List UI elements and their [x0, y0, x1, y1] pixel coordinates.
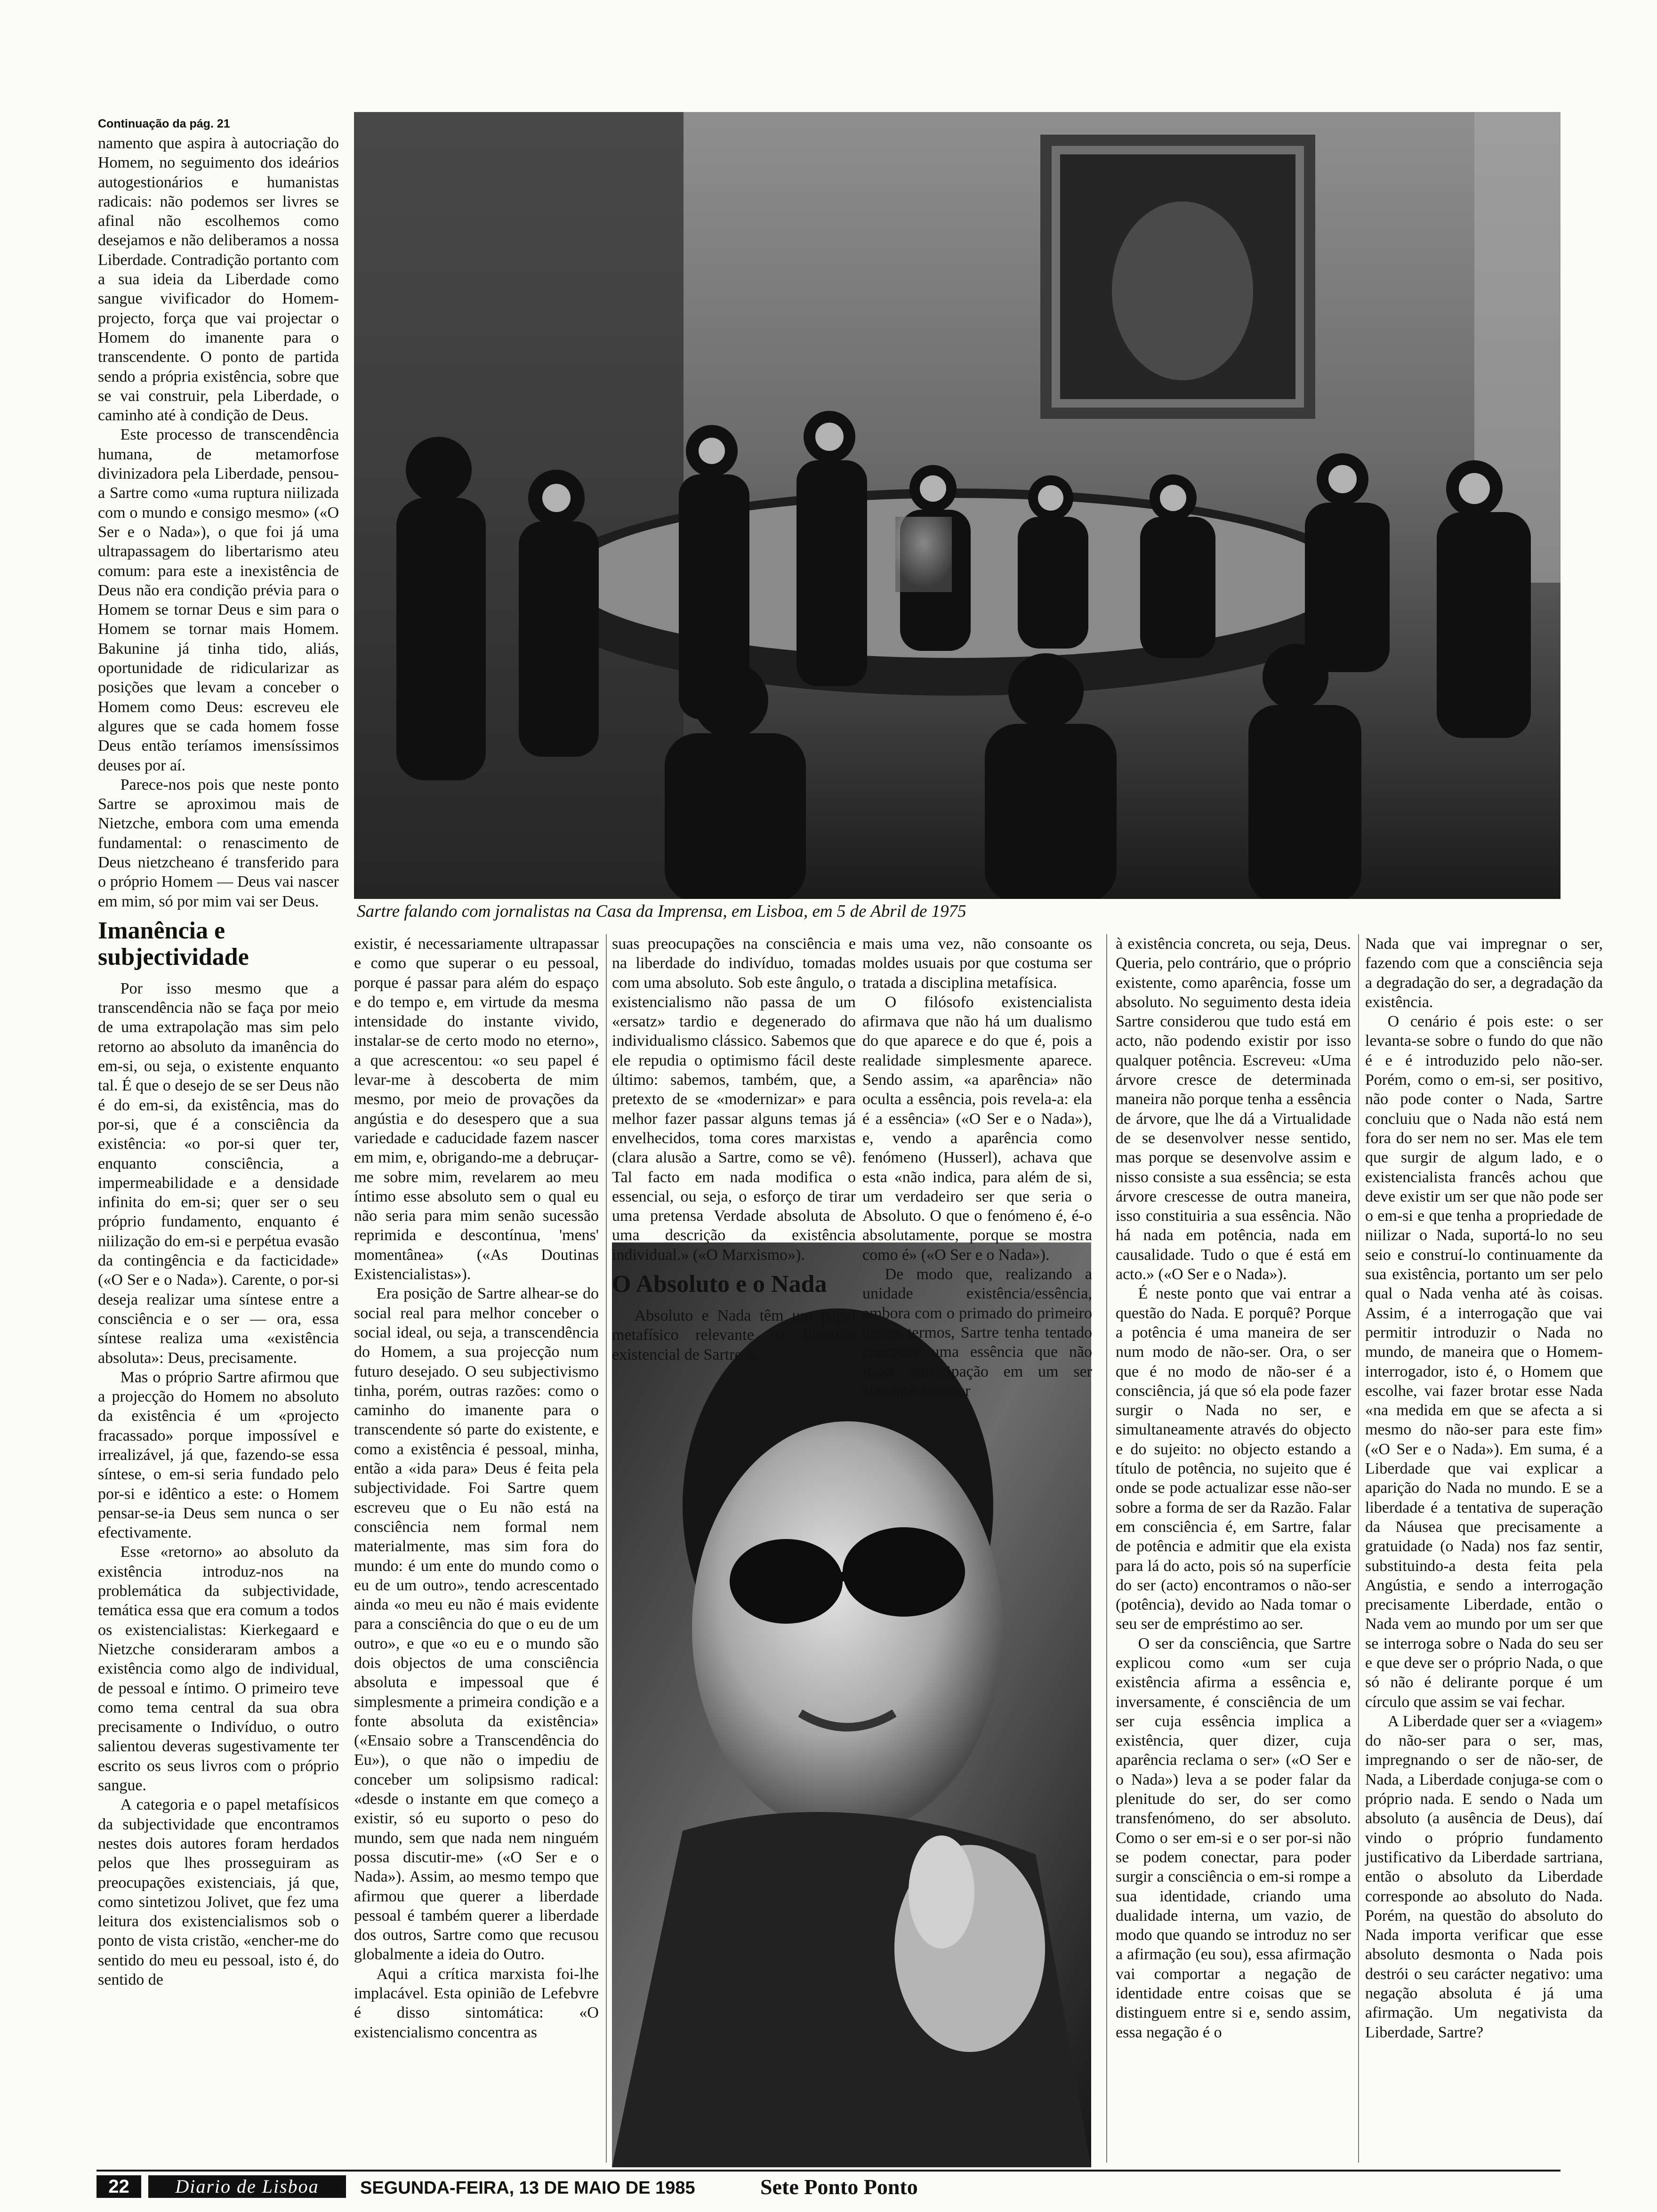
- issue-date: SEGUNDA-FEIRA, 13 DE MAIO DE 1985: [360, 2178, 695, 2198]
- paragraph: Nada que vai impregnar o ser, fazendo com que a consciência seja a degradação do ser, a degradação da existência.: [1365, 935, 1603, 1011]
- paragraph: Aqui a crítica marxista foi-lhe implacável. Esta opinião de Lefebvre é disso sintomática: «O existencialismo concentra as: [354, 1965, 599, 2041]
- photo-caption: Sartre falando com jornalistas na Casa da Imprensa, em Lisboa, em 5 de Abril de 1975: [357, 902, 966, 921]
- paragraph: O ser da consciência, que Sartre explicou como «um ser cuja existência afirma a essência e, inversamente, é consciência de um ser cuja essência implica a existência, quer dizer, cuja aparência reclama o ser» («O Ser e o Nada») leva a se poder falar da plenitude do ser, do ser como transfenómeno, do ser absoluto. Como o ser em-si e o ser por-si não se podem conectar, para poder surgir a consciência o em-si rompe a sua identidade, criando uma dualidade interna, um vazio, de modo que quando se introduz no ser a afirmação (eu sou), essa afirmação vai comportar a negação de identidade entre coisas que se distinguem entre si e, sendo assim, essa negação é o: [1116, 1635, 1351, 2041]
- page-number: 22: [97, 2175, 141, 2198]
- article-column-5: [1116, 934, 1351, 2042]
- paragraph: Esse «retorno» ao absoluto da existência introduz-nos na problemática da subjectividade, temática essa que era comum a todos os existencialistas: Kierkegaard e Nietzche consideraram ambos a existência como algo de individual, de pessoal e íntimo. O primeiro teve como tema central da sua obra precisamente o Indivíduo, o outro salientou deveras sugestivamente ter escrito os seus livros com o próprio sangue.: [98, 1543, 339, 1795]
- paragraph: suas preocupações na consciência e na liberdade do indivíduo, tomadas com uma absoluto. Sob este ângulo, o existencialismo não passa de um «ersatz» tardio e degenerado do individualismo clássico. Sabemos que ele repudia o optimismo fácil deste último: sabemos, também, que, a pretexto de se «modernizar» e para melhor fazer passar alguns temas já envelhecidos, toma cores marxistas (clara alusão a Sartre, como se vê). Tal facto em nada modifica o essencial, ou seja, o esforço de tirar uma pretensa Verdade absoluta de uma descrição da existência individual.» («O Marxismo»).: [612, 935, 856, 1264]
- paragraph: Era posição de Sartre alhear-se do social real para melhor conceber o social ideal, ou seja, a transcendência do Homem, a sua projecção num futuro desejado. O seu subjectivismo tinha, porém, outras razões: como o caminho do imanente para o transcendente só parte do existente, e como a existência é pessoal, minha, então a «ida para» Deus é feita pela subjectividade. Foi Sartre quem escreveu que o Eu não está na consciência nem formal nem materialmente, mas sim fora do mundo: é um ente do mundo como o eu de um outro», tendo acrescentado ainda «o meu eu não é mais evidente para a consciência do que o eu de um outro», e que «o eu e o mundo são dois objectos de uma consciência absoluta e impessoal que é simplesmente a primeira condição e a fonte absoluta da existência» («Ensaio sobre a Transcendência do Eu»), o que não o impediu de conceber um solipsismo radical: «desde o instante em que começo a existir, só eu suporto o peso do mundo, sem que nada nem ninguém possa discutir-me» («O Ser e o Nada»). Assim, ao mesmo tempo que afirmou que querer a liberdade pessoal é também querer a liberdade dos outros, Sartre como que recusou globalmente a ideia do Outro.: [354, 1285, 599, 1964]
- paragraph: O filósofo existencialista afirmava que não há um dualismo do que aparece e do que é, pois a realidade simplesmente aparece. Sendo assim, «a aparência» não oculta a essência, pois revela-a: ela é a essência» («O Ser e o Nada»), e, vendo a aparência como fenómeno (Husserl), achava que esta «não indica, para além de si, um verdadeiro ser que seria o Absoluto. O que o fenómeno é, é-o absolutamente, porque se mostra como é» («O Ser e o Nada»).: [862, 993, 1092, 1264]
- press-conference-photo-drawing: [354, 112, 1560, 899]
- article-column-4: [862, 934, 1092, 1401]
- paragraph: É neste ponto que vai entrar a questão do Nada. E porquê? Porque a potência é uma maneira de ser num modo de não-ser. Ora, o ser que é no modo de não-ser é a consciência, já que só ela pode fazer surgir o Nada no ser, e simultaneamente através do objecto e do sujeito: no objecto estando a título de potência, no sujeito que é onde se pode actualizar esse não-ser sobre a forma de ser da Razão. Falar em consciência é, em Sartre, falar de potência e admitir que ela exista para lá do acto, pois só na superfície do ser (acto) encontramos o não-ser (potência), devido ao Nada tomar o seu ser de empréstimo ao ser.: [1116, 1285, 1351, 1633]
- continuation-note: Continuação da pág. 21: [98, 117, 230, 130]
- footer-rule: [97, 2170, 1560, 2172]
- article-column-3: [612, 934, 856, 1364]
- section-name: Sete Ponto Ponto: [760, 2175, 918, 2199]
- article-column-6: [1365, 934, 1603, 2042]
- newspaper-masthead: Diario de Lisboa: [148, 2175, 346, 2198]
- paragraph: Parece-nos pois que neste ponto Sartre se aproximou mais de Nietzche, embora com uma emenda fundamental: o renascimento de Deus nietzcheano é transferido para o próprio Homem — Deus vai nascer em mim, só por mim vai ser Deus.: [98, 776, 339, 910]
- article-column-1: [98, 117, 339, 1989]
- paragraph: existir, é necessariamente ultrapassar e como que superar o eu pessoal, porque é passar para além do espaço e do tempo e, em virtude da mesma intensidade do instante vivido, instalar-se de certo modo no eterno», a que acrescentou: «o seu papel é levar-me à descoberta de mim mesmo, por meio de provações da angústia e do desespero que a sua variedade e caducidade fazem nascer em mim, e, obrigando-me a debruçar-me sobre mim, revelarem ao meu íntimo esse absoluto sem o qual eu não seria para mim senão sucessão reprimida e descontínua, 'mens' momentânea» («As Doutinas Existencialistas»).: [354, 935, 599, 1283]
- paragraph: De modo que, realizando a unidade existência/essência, embora com o primado do primeiro destes termos, Sartre tenha tentado conceber uma essência que não fosse participação em um ser absoluto exterior: [862, 1266, 1092, 1400]
- paragraph: à existência concreta, ou seja, Deus. Queria, pelo contrário, que o próprio existente, como aparência, fosse um absoluto. No seguimento desta ideia Sartre considerou que tudo está em acto, não podendo existir por isso qualquer potência. Escreveu: «Uma árvore cresce de determinada maneira não porque tenha a essência de árvore, que lhe dá a Virtualidade de se desenvolver nesse sentido, mas porque se desenvolve assim e nisso consiste a sua essência; se esta árvore crescesse de outra maneira, isso constituiria a sua essência. Não há nada em potência, nada em causalidade. Tudo o que é está em acto.» («O Ser e o Nada»).: [1116, 935, 1351, 1283]
- paragraph: O cenário é pois este: o ser levanta-se sobre o fundo do que não é e é introduzido pelo não-ser. Porém, como o em-si, ser positivo, não pode conter o Nada, Sartre concluiu que o Nada não está nem fora do ser nem no ser. Mas ele tem que surgir de algum lado, e o existencialista francês achou que deve existir um ser que não pode ser o em-si e que tenha a propriedade de niilizar o Nada, suportá-lo no seu seio e construí-lo continuamente da sua existência, portanto um ser pelo qual o Nada venha até às coisas. Assim, é a interrogação que vai permitir introduzir o Nada no mundo, de maneira que o Homem-interrogador, isto é, o Homem que escolhe, vai fazer brotar esse Nada «na medida em que se afecta a si mesmo do não-ser para este fim» («O Ser e o Nada»). Em suma, é a Liberdade que vai explicar a aparição do Nada no mundo. E se a liberdade é a tentativa de superação da Náusea que precisamente a gratuidade (o Nada) nos faz sentir, substituindo-a desta feita pela Angústia, e sendo a interrogação precisamente Liberdade, então o Nada vem ao mundo por um ser que se interroga sobre o Nada do seu ser e que deve ser o próprio Nada, o que só não é delirante porque é um círculo que assim se vai fechar.: [1365, 1013, 1603, 1711]
- paragraph: Absoluto e Nada têm um papel metafísico relevante na filosofia existencial de Sartre e,: [612, 1307, 856, 1363]
- column-divider: [606, 934, 607, 2163]
- paragraph: Por isso mesmo que a transcendência não se faça por meio de uma extrapolação mas sim pelo retorno ao absoluto da imanência do em-si, ou seja, o existente enquanto tal. É que o desejo de se ser Deus não é do em-si, da existência, mas do por-si, que é a consciência da existência: «o por-si quer ter, enquanto consciência, a impermeabilidade e a densidade infinita do em-si; quer ser o seu próprio fundamento, enquanto é niilização do em-si e perpétua evasão da contingência e da facticidade» («O Ser e o Nada»). Carente, o por-si deseja realizar uma síntese entre a consciência e o ser — ora, essa síntese realiza uma «existência absoluta»: Deus, precisamente.: [98, 979, 339, 1367]
- article-column-2: [354, 934, 599, 2042]
- section-heading: O Absoluto e o Nada: [612, 1271, 827, 1298]
- paragraph: Mas o próprio Sartre afirmou que a projecção do Homem no absoluto da existência é um «projecto fracassado» porque impossível e irrealizável, já que, fazendo-se essa síntese, o em-si seria fundado pelo por-si e idêntico a este: o Homem pensar-se-ia Deus sem nunca o ser efectivamente.: [98, 1368, 339, 1542]
- paragraph: A Liberdade quer ser a «viagem» do não-ser para o ser, mas, impregnando o ser de não-ser, de Nada, a Liberdade conjuga-se com o próprio nada. E sendo o Nada um absoluto (a ausência de Deus), daí vindo o próprio fundamento justificativo da Liberdade sartriana, então o absoluto da Liberdade corresponde ao absoluto do Nada. Porém, na questão do absoluto do Nada importa verificar que esse absoluto desmonta o Nada pois destrói o seu carácter negativo: uma negação absoluta é já uma afirmação. Um negativista da Liberdade, Sartre?: [1365, 1712, 1603, 2041]
- press-conference-photo: [354, 112, 1560, 899]
- paragraph: A categoria e o papel metafísicos da subjectividade que encontramos nestes dois autores foram herdados pelos que lhes prosseguiram as preocupações existenciais, já que, como sintetizou Jolivet, que fez uma leitura dos existencialismos sob o ponto de vista cristão, «encher-me do sentido do meu eu pessoal, isto é, do sentido de: [98, 1796, 339, 1989]
- page-footer: [97, 2174, 1560, 2201]
- paragraph: namento que aspira à autocriação do Homem, no seguimento dos ideários autogestionários e humanistas radicais: não podemos ser livres se afinal não escolhemos como desejamos e não deliberamos a nossa Liberdade. Contradição portanto com a sua ideia da Liberdade como sangue vivificador do Homem-projecto, força que vai projectar o Homem do imanente para o transcendente. O ponto de partida sendo a própria existência, sobre que se vai construir, pela Liberdade, o caminho até à condição de Deus.: [98, 135, 339, 425]
- column-divider: [1358, 934, 1359, 2163]
- paragraph: Este processo de transcendência humana, de metamorfose divinizadora pela Liberdade, pensou-a Sartre como «uma ruptura niilizada com o mundo e consigo mesmo» («O Ser e o Nada»), o que foi já uma ultrapassagem do libertarismo ateu comum: para este a inexistência de Deus não era condição prévia para o Homem se tornar Deus e sim para o Homem se tornar mais Homem. Bakunine já tinha tido, aliás, oportunidade de ridicularizar as posições que levam a conceber o Homem como Deus: escreveu ele algures que se cada homem fosse Deus então teríamos imensíssimos deuses por aí.: [98, 426, 339, 774]
- paragraph: mais uma vez, não consoante os moldes usuais por que costuma ser tratada a disciplina metafísica.: [862, 935, 1092, 992]
- column-divider: [1106, 934, 1107, 2163]
- section-heading: Imanência e subjectividade: [98, 917, 249, 970]
